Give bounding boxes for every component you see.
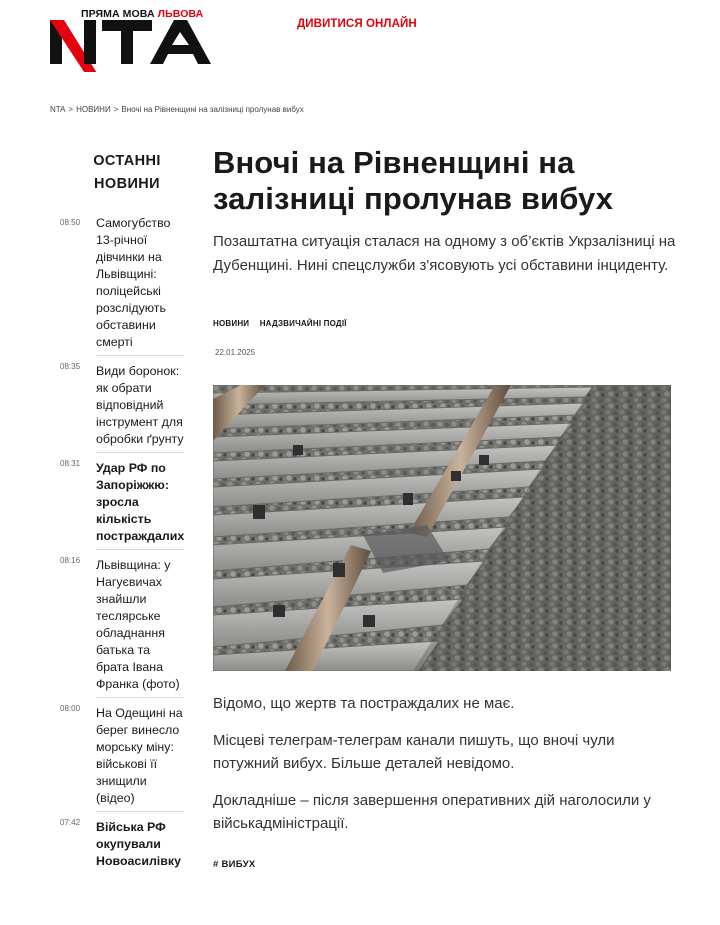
news-time: 08:00 [60, 704, 81, 713]
article-photo [213, 385, 671, 671]
watch-live-link[interactable]: ДИВИТИСЯ ОНЛАЙН [297, 18, 417, 30]
news-time: 08:31 [60, 459, 81, 468]
logo-tagline-accent: ЛЬВОВА [157, 8, 204, 20]
news-link[interactable]: Види боронок: як обрати відповідний інструмент для обробки ґрунту [96, 364, 184, 446]
breadcrumb-current: Вночі на Рівненщині на залізниці пролунав вибух [121, 105, 304, 114]
sidebar-title-line: НОВИНИ [94, 176, 160, 192]
news-link[interactable]: На Одещині на берег винесло морську міну: військові її знищили (відео) [96, 706, 183, 805]
logo-tagline-main: ПРЯМА МОВА [81, 8, 158, 20]
news-link[interactable]: Війська РФ окупували Новоасилівку [96, 820, 181, 868]
logo-mark-icon [50, 18, 212, 72]
article-paragraph: Докладніше – після завершення оперативних дій наголосили у військадміністрації. [213, 791, 651, 832]
breadcrumb [50, 105, 304, 114]
news-link[interactable]: Самогубство 13-річної дівчинки на Львівщині: поліцейські розслідують обставини смерті [96, 216, 171, 349]
breadcrumb-separator: > [68, 105, 74, 114]
article-body [213, 692, 671, 849]
sidebar-title-line: ОСТАННІ [93, 153, 161, 169]
article [213, 145, 683, 357]
article-lead: Позаштатна ситуація сталася на одному з об’єктів Укрзалізниці на Дубенщині. Нині спецслужби з'ясовують усі обставини інциденту. [213, 233, 676, 274]
railway-photo-image [213, 385, 671, 671]
news-item[interactable] [60, 698, 184, 812]
site-logo[interactable] [50, 8, 215, 72]
breadcrumb-separator: > [113, 105, 119, 114]
news-item[interactable] [60, 356, 184, 453]
news-item[interactable] [60, 212, 184, 356]
article-headline: Вночі на Рівненщині на залізниці пролунав вибух [213, 145, 614, 216]
article-paragraph: Відомо, що жертв та постраждалих не має. [213, 695, 515, 712]
news-link[interactable]: Львівщина: у Нагуєвичах знайшли теслярське обладнання батька та брата Івана Франка (фото) [96, 558, 180, 691]
breadcrumb-section[interactable]: НОВИНИ [76, 105, 111, 114]
article-date: 22.01.2025 [215, 348, 256, 357]
tag-news[interactable]: НОВИНИ [213, 319, 250, 328]
news-time: 07:42 [60, 818, 81, 827]
tag-emergencies[interactable]: НАДЗВИЧАЙНІ ПОДІЇ [259, 319, 347, 328]
latest-news-sidebar [60, 150, 190, 868]
hashtag-link[interactable]: # ВИБУХ [213, 859, 256, 870]
news-item[interactable] [60, 550, 184, 698]
news-time: 08:16 [60, 556, 81, 565]
news-link[interactable]: Удар РФ по Запоріжжю: зросла кількість постраждалих [96, 461, 185, 543]
news-item[interactable] [60, 453, 185, 550]
news-list [60, 212, 190, 874]
sidebar-title [60, 150, 190, 196]
article-tags [213, 319, 355, 328]
article-paragraph: Місцеві телеграм-телеграм канали пишуть, що вночі чули потужний вибух. Більше деталей невідомо. [213, 731, 615, 772]
news-time: 08:35 [60, 362, 81, 371]
news-time: 08:50 [60, 218, 81, 227]
news-item[interactable] [60, 812, 184, 874]
breadcrumb-home[interactable]: NTA [50, 105, 66, 114]
